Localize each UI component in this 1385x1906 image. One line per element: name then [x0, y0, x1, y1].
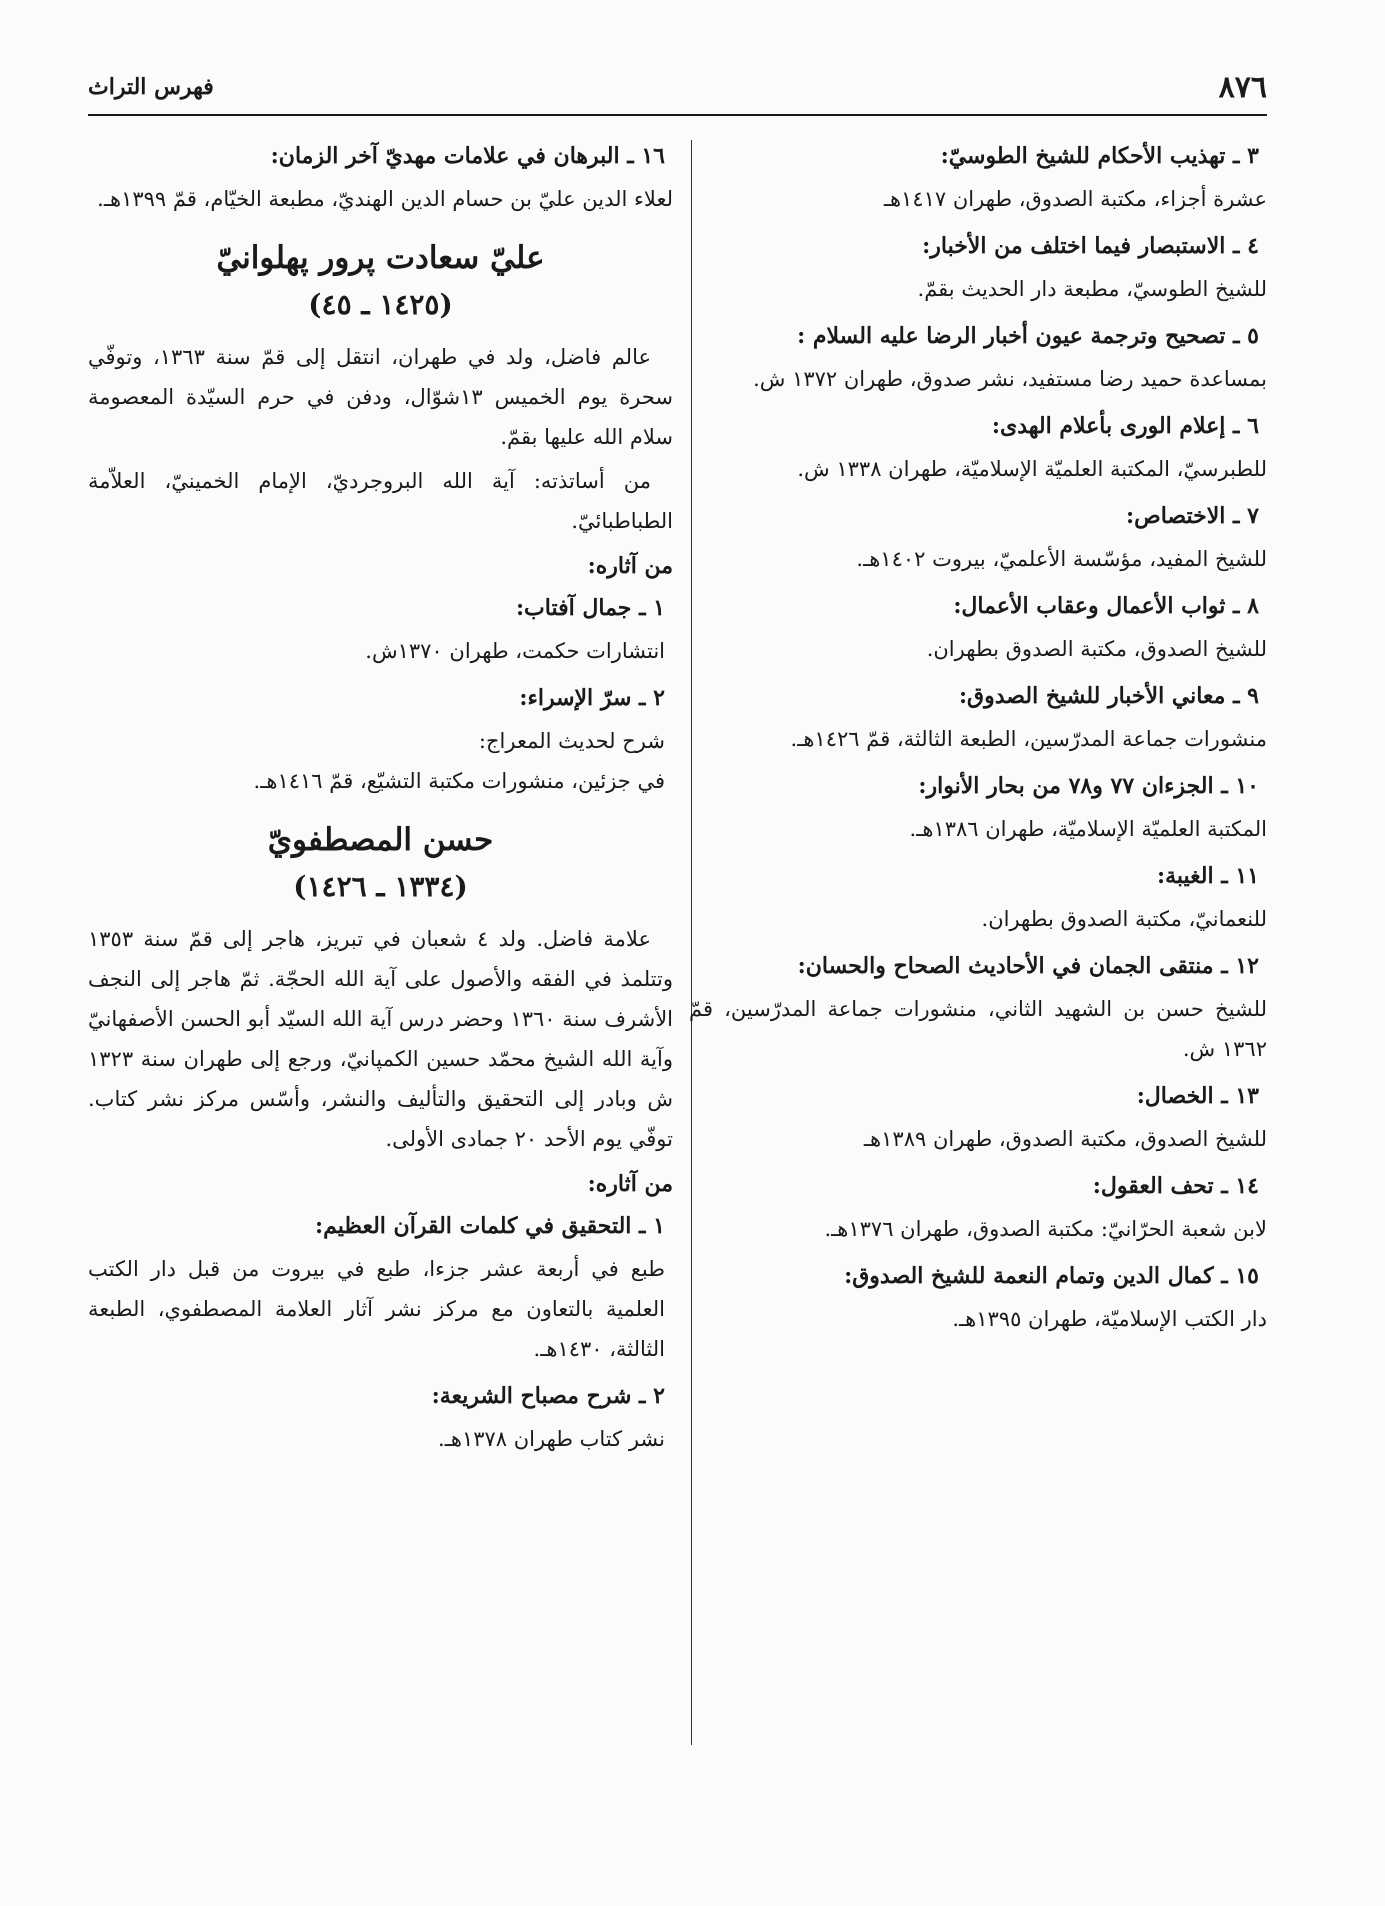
- entry-title: ١٤ ـ تحف العقول:: [1092, 1173, 1259, 1199]
- entry-9: [689, 675, 1267, 759]
- work-body: شرح لحديث المعراج:: [478, 729, 665, 753]
- entry-title: ٣ ـ تهذيب الأحكام للشيخ الطوسيّ:: [940, 143, 1259, 169]
- work-title: ٢ ـ شرح مصباح الشريعة:: [431, 1383, 665, 1409]
- works-label: من آثاره:: [587, 1171, 673, 1197]
- entry-10: [689, 765, 1267, 849]
- entry-body: المكتبة العلميّة الإسلاميّة، طهران ١٣٨٦هـ.: [909, 817, 1267, 841]
- entry-title: ٥ ـ تصحيح وترجمة عيون أخبار الرضا عليه السلام :: [797, 323, 1259, 349]
- biography-pahlavani: [88, 233, 673, 801]
- entry-3: [689, 135, 1267, 219]
- entry-12: [689, 945, 1267, 1069]
- right-column: [689, 135, 1267, 1855]
- entry-6: [689, 405, 1267, 489]
- work-body: طبع في أربعة عشر جزءا، طبع في بيروت من قبل دار الكتب العلمية بالتعاون مع مركز نشر آثار العلامة المصطفوي، الطبعة الثالثة، ١٤٣٠هـ.: [88, 1257, 665, 1361]
- entry-11: [689, 855, 1267, 939]
- entry-title: ٧ ـ الاختصاص:: [1126, 503, 1259, 529]
- work-body: في جزئين، منشورات مكتبة التشيّع، قمّ ١٤١٦هـ.: [253, 769, 665, 793]
- person-bio: علامة فاضل. ولد ٤ شعبان في تبريز، هاجر إلى قمّ سنة ١٣٥٣ وتتلمذ في الفقه والأصول على آية الله الحجّة. ثمّ هاجر إلى النجف الأشرف سنة ١٣٦٠ وحضر درس آية الله السيّد أبو الحسن الأصفهانيّ وآية الله الشيخ محمّد حسين الكمپانيّ، ورجع إلى طهران سنة ١٣٢٣ ش وبادر إلى التحقيق والتأليف والنشر، وأسّس مركز نشر كتاب. توفّي يوم الأحد ٢٠ جمادى الأولى.: [88, 927, 674, 1151]
- entry-title: ٤ ـ الاستبصار فيما اختلف من الأخبار:: [922, 233, 1259, 259]
- work-title: ٢ ـ سرّ الإسراء:: [519, 685, 665, 711]
- entry-title: ٩ ـ معاني الأخبار للشيخ الصدوق:: [958, 683, 1259, 709]
- entry-body: للشيخ الطوسيّ، مطبعة دار الحديث بقمّ.: [917, 277, 1267, 301]
- entry-body: للشيخ المفيد، مؤسّسة الأعلميّ، بيروت ١٤٠٢هـ.: [856, 547, 1267, 571]
- entry-title: ١٥ ـ كمال الدين وتمام النعمة للشيخ الصدوق:: [844, 1263, 1259, 1289]
- entry-16: [88, 135, 673, 219]
- entry-body: منشورات جماعة المدرّسين، الطبعة الثالثة، قمّ ١٤٢٦هـ.: [790, 727, 1267, 751]
- person-years: (١٤٢٥ ـ ٤٥): [308, 288, 453, 321]
- entry-15: [689, 1255, 1267, 1339]
- entry-13: [689, 1075, 1267, 1159]
- running-title: فهرس التراث: [88, 74, 214, 100]
- entry-5: [689, 315, 1267, 399]
- entry-title: ٦ ـ إعلام الورى بأعلام الهدى:: [991, 413, 1259, 439]
- entry-title: ١٣ ـ الخصال:: [1136, 1083, 1259, 1109]
- entry-body: لابن شعبة الحرّانيّ: مكتبة الصدوق، طهران ١٣٧٦هـ.: [824, 1217, 1267, 1241]
- person-name: حسن المصطفويّ: [267, 822, 494, 858]
- entry-body: للشيخ الصدوق، مكتبة الصدوق، طهران ١٣٨٩هـ: [863, 1127, 1267, 1151]
- person-teachers: من أساتذته: آية الله البروجرديّ، الإمام الخمينيّ، العلاّمة الطباطبائيّ.: [88, 469, 673, 533]
- entry-body: لعلاء الدين عليّ بن حسام الدين الهنديّ، مطبعة الخيّام، قمّ ١٣٩٩هـ.: [97, 187, 673, 211]
- person-years: (١٣٣٤ ـ ١٤٢٦): [293, 870, 468, 903]
- biography-mostafavi: [88, 815, 673, 1459]
- work-title: ١ ـ التحقيق في كلمات القرآن العظيم:: [315, 1213, 665, 1239]
- entry-title: ٨ ـ ثواب الأعمال وعقاب الأعمال:: [953, 593, 1259, 619]
- entry-body: للنعمانيّ، مكتبة الصدوق بطهران.: [981, 907, 1267, 931]
- entry-14: [689, 1165, 1267, 1249]
- work-body: نشر كتاب طهران ١٣٧٨هـ.: [438, 1427, 665, 1451]
- work-body: انتشارات حكمت، طهران ١٣٧٠ش.: [365, 639, 665, 663]
- entry-title: ١٠ ـ الجزءان ٧٧ و٧٨ من بحار الأنوار:: [918, 773, 1259, 799]
- person-bio: عالم فاضل، ولد في طهران، انتقل إلى قمّ سنة ١٣٦٣، وتوفّي سحرة يوم الخميس ١٣شوّال، ودفن في حرم السيّدة المعصومة سلام الله عليها بقمّ.: [88, 345, 673, 449]
- works-label: من آثاره:: [587, 553, 673, 579]
- entry-body: عشرة أجزاء، مكتبة الصدوق، طهران ١٤١٧هـ: [883, 187, 1267, 211]
- entry-7: [689, 495, 1267, 579]
- entry-title: ١٦ ـ البرهان في علامات مهديّ آخر الزمان:: [270, 143, 665, 169]
- page-number: ٨٧٦: [1218, 70, 1267, 105]
- entry-8: [689, 585, 1267, 669]
- entry-body: دار الكتب الإسلاميّة، طهران ١٣٩٥هـ.: [952, 1307, 1267, 1331]
- page-header: [88, 70, 1267, 116]
- person-name: عليّ سعادت پرور پهلوانيّ: [216, 240, 545, 276]
- work-title: ١ ـ جمال آفتاب:: [515, 595, 665, 621]
- entry-body: للشيخ حسن بن الشهيد الثاني، منشورات جماعة المدرّسين، قمّ ١٣٦٢ ش.: [689, 997, 1267, 1061]
- entry-title: ١٢ ـ منتقى الجمان في الأحاديث الصحاح والحسان:: [797, 953, 1259, 979]
- entry-body: للشيخ الصدوق، مكتبة الصدوق بطهران.: [926, 637, 1267, 661]
- entry-title: ١١ ـ الغيبة:: [1156, 863, 1259, 889]
- left-column: [88, 135, 673, 1855]
- entry-body: للطبرسيّ، المكتبة العلميّة الإسلاميّة، طهران ١٣٣٨ ش.: [797, 457, 1267, 481]
- entry-body: بمساعدة حميد رضا مستفيد، نشر صدوق، طهران ١٣٧٢ ش.: [753, 367, 1267, 391]
- entry-4: [689, 225, 1267, 309]
